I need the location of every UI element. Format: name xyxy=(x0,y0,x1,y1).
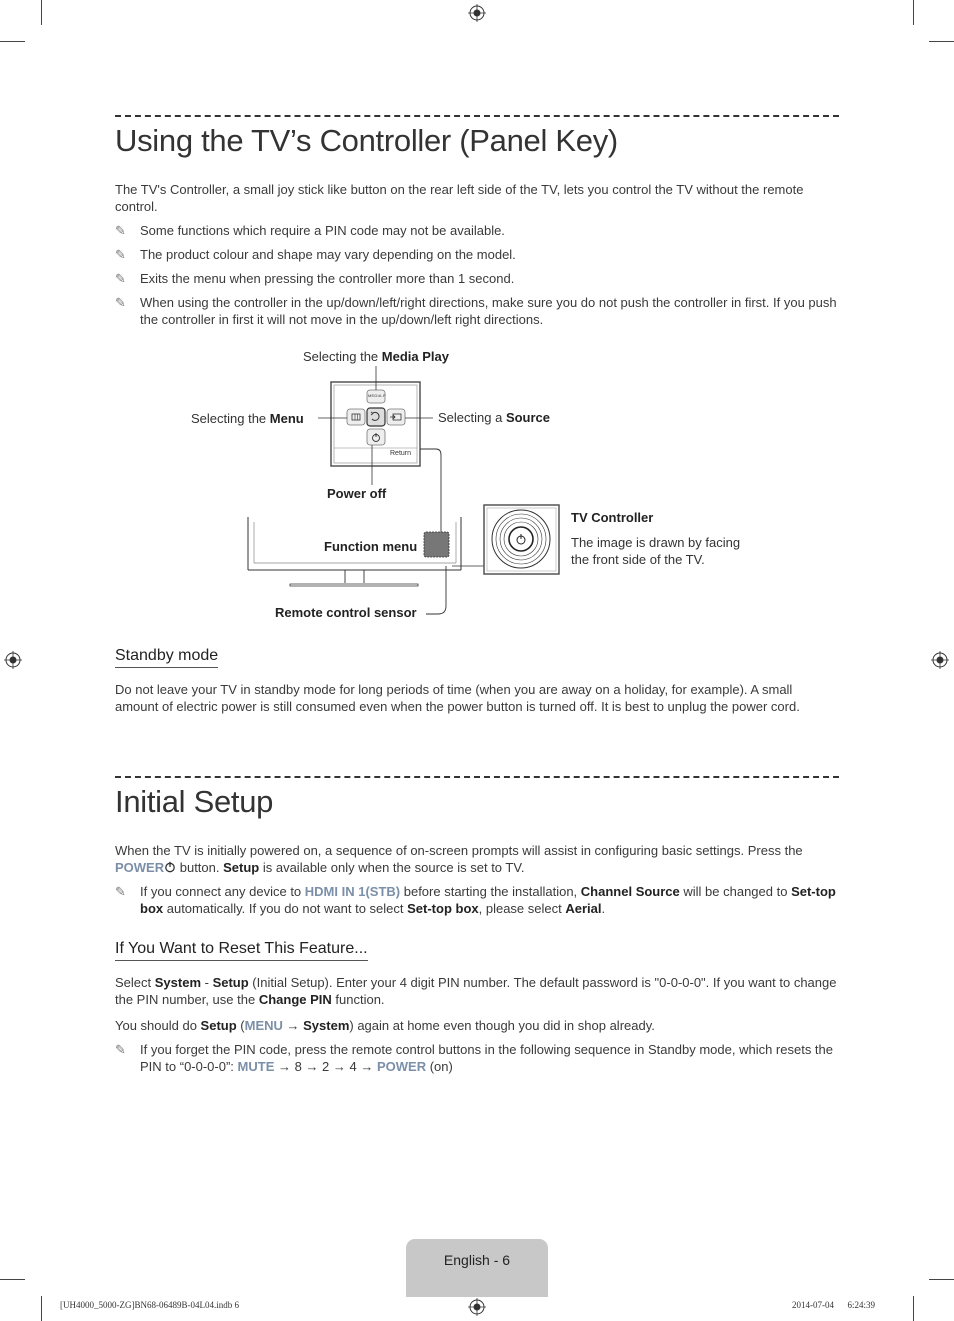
section-title-initial-setup: Initial Setup xyxy=(115,784,274,819)
section-divider xyxy=(115,776,839,778)
tv-controller-title: TV Controller xyxy=(571,510,654,525)
crop-mark xyxy=(929,41,954,42)
print-slug-right: 2014-07-04 6:24:39 xyxy=(792,1300,875,1310)
intro-paragraph: The TV's Controller, a small joy stick like button on the rear left side of the TV, lets you control the TV without the remote control. xyxy=(115,182,804,214)
registration-mark-icon xyxy=(468,4,486,22)
function-menu-label: Function menu xyxy=(324,539,418,554)
controller-diagram xyxy=(0,340,954,630)
section-divider xyxy=(115,115,839,117)
registration-mark-icon xyxy=(468,1298,486,1316)
reset-heading: If You Want to Reset This Feature... xyxy=(115,939,368,961)
power-off-label: Power off xyxy=(327,486,387,501)
pencil-note-icon: ✎ xyxy=(115,223,126,238)
power-icon xyxy=(164,861,176,873)
pencil-note-icon: ✎ xyxy=(115,271,126,286)
note-item: ✎ If you forget the PIN code, press the remote control buttons in the following sequence in Standby mode, which resets the PIN to “0-0-0-0”: MUTE → 8 → 2 → 4 → POWER (on) xyxy=(115,1042,834,1074)
reset-paragraph-2: You should do Setup (MENU → System) again at home even though you did in shop already. xyxy=(115,1018,655,1033)
note-item: ✎ The product colour and shape may vary depending on the model. xyxy=(115,247,516,262)
reset-paragraph-1: Select System - Setup (Initial Setup). Enter your 4 digit PIN number. The default password is "0-0-0-0". If you want to change the PIN number, use the Change PIN function. xyxy=(115,975,837,1007)
crop-mark xyxy=(913,1296,914,1321)
pencil-note-icon: ✎ xyxy=(115,247,126,262)
remote-sensor-label: Remote control sensor xyxy=(275,605,417,620)
crop-mark xyxy=(913,0,914,25)
keypad-media-label: MEDIA.P xyxy=(368,393,386,398)
registration-mark-icon xyxy=(931,651,949,669)
pencil-note-icon: ✎ xyxy=(115,884,126,899)
source-label: Selecting a Source xyxy=(438,410,551,425)
note-item: ✎ Some functions which require a PIN code may not be available. xyxy=(115,223,505,238)
registration-mark-icon xyxy=(4,651,22,669)
pencil-note-icon: ✎ xyxy=(115,295,126,310)
note-item: ✎ When using the controller in the up/down/left/right directions, make sure you do not push the controller in first. If you push the controller in first it will not move in the up/down/left right directions. xyxy=(115,295,837,327)
initial-setup-paragraph: When the TV is initially powered on, a sequence of on-screen prompts will assist in configuring basic settings. Press the POWER button. Setup is available only when the source is set to TV. xyxy=(115,843,803,875)
note-item: ✎ If you connect any device to HDMI IN 1(STB) before starting the installation, Channel Source will be changed to Set-top box automatically. If you do not want to select Set-top box, please select Aerial. xyxy=(115,884,836,916)
media-play-label: Selecting the Media Play xyxy=(303,349,449,364)
page-number-tab xyxy=(406,1239,548,1297)
menu-label: Selecting the Menu xyxy=(191,411,304,426)
tv-controller-desc: The image is drawn by facing the front side of the TV. xyxy=(571,535,741,567)
note-item: ✎ Exits the menu when pressing the controller more than 1 second. xyxy=(115,271,515,286)
standby-paragraph: Do not leave your TV in standby mode for long periods of time (when you are away on a holiday, for example). A small amount of electric power is still consumed even when the power button is turned off. It is best to unplug the power cord. xyxy=(115,682,800,714)
page-title: Using the TV’s Controller (Panel Key) xyxy=(115,123,618,158)
keypad-return-label: Return xyxy=(390,450,412,457)
crop-mark xyxy=(929,1279,954,1280)
print-slug-left: [UH4000_5000-ZG]BN68-06489B-04L04.indb 6 xyxy=(60,1300,239,1310)
crop-mark xyxy=(41,1296,42,1321)
crop-mark xyxy=(0,1279,25,1280)
pencil-note-icon: ✎ xyxy=(115,1042,126,1057)
page-number: English - 6 xyxy=(443,1252,511,1268)
standby-heading: Standby mode xyxy=(115,646,218,668)
crop-mark xyxy=(41,0,42,25)
crop-mark xyxy=(0,41,25,42)
